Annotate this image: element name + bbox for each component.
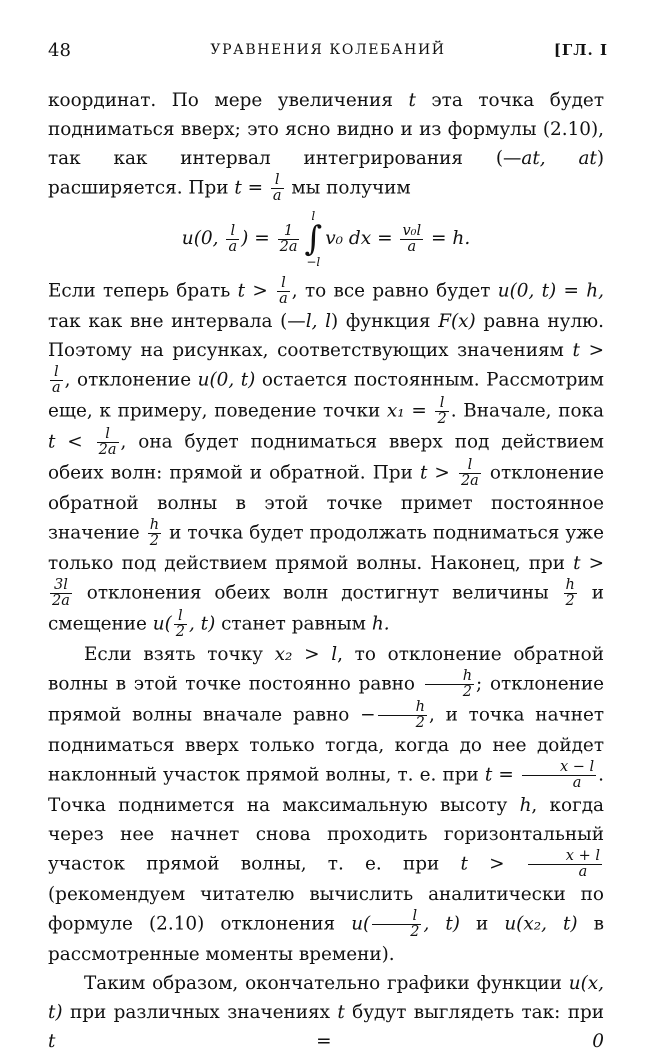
display-formula: u(0, $\frac{l}{a}$ ) = $\frac{1}{2a}$ l ∫ −lv₀ dx = $\frac{\text{v₀l}}{a}$ = h. bbox=[181, 209, 471, 269]
integral-sign: l ∫ −l bbox=[304, 209, 323, 269]
running-title: УРАВНЕНИЯ КОЛЕБАНИЙ bbox=[210, 42, 446, 58]
paragraph-2: Если теперь брать t > $\frac{l}{a}$ , то все равно будет u(0, t) = h, так как вне интервала (—l, l) функция F(x) равна нулю. Поэтому на рисунках, соответствующих значениям t > $\frac{l}{a}$ , отклонение u(0, t) остается постоянным. Рассмотрим еще, к примеру, поведение точки x₁ = $\frac{l}{2}$ . Вначале, пока t < $\frac{l}{2a}$ , она будет подниматься вверх под действием обеих волн: прямой и обратной. При t > $\frac{l}{2a}$ отклонение обратной волны в этой точке примет постоянное значение $\frac{h}{2}$ и точка будет продолжать подниматься уже только под действием прямой волны. Наконец, при t > $\frac{3l}{2a}$ отклонения обеих волн достигнут величины $\frac{h}{2}$ и смещение u( $\frac{l}{2}$ , t) станет равным h. bbox=[48, 275, 604, 640]
fraction-l-over-a: $\frac{l}{a}$ bbox=[272, 172, 282, 204]
chapter-marker: [ГЛ. I bbox=[553, 41, 608, 59]
paragraph-4: Таким образом, окончательно графики функции u(x, t) при различных значениях t будут выглядеть так: при t = 0 bbox=[48, 973, 604, 1052]
page-number: 48 bbox=[48, 40, 71, 61]
paragraph-1: координат. По мере увеличения t эта точка будет подниматься вверх; это ясно видно и из формулы (2.10), так как интервал интегрирования (—at, at) расширяется. При t = $\frac{l}{a}$ мы получим bbox=[48, 90, 604, 204]
running-header bbox=[48, 40, 608, 66]
paragraph-3: Если взять точку x₂ > l, то отклонение обратной волны в этой точке постоянно равно $\frac{h}{2}$ ; отклонение прямой волны вначале равно − $\frac{h}{2}$ , и точка начнет подниматься вверх только тогда, когда до нее дойдет наклонный участок прямой волны, т. е. при t = $\frac{x - l}{a}$ . Точка поднимется на максимальную высоту h, когда через нее начнет снова проходить горизонтальный участок прямой волны, т. е. при t > $\frac{x + l}{a}$ (рекомендуем читателю вычислить аналитически по формуле (2.10) отклонения u( $\frac{l}{2}$ , t) и u(x₂, t) в рассмотренные моменты времени). bbox=[48, 644, 605, 965]
page-body bbox=[48, 86, 604, 1056]
